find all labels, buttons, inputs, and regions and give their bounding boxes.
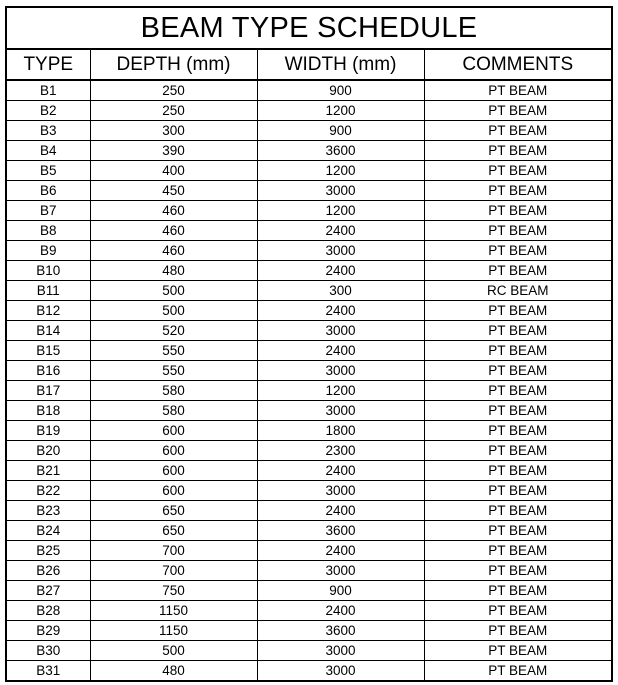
table-row [6,581,612,601]
cell-depth: 600 [90,421,257,441]
table-row [6,241,612,261]
cell-width: 1200 [257,381,424,401]
table-row [6,541,612,561]
table-row [6,261,612,281]
table-row [6,301,612,321]
cell-type: B14 [6,321,90,341]
cell-comments: PT BEAM [424,181,612,201]
table-row [6,441,612,461]
cell-comments: PT BEAM [424,641,612,661]
table-row [6,601,612,621]
cell-width: 2400 [257,261,424,281]
cell-depth: 500 [90,301,257,321]
cell-type: B28 [6,601,90,621]
cell-type: B31 [6,661,90,682]
cell-comments: PT BEAM [424,361,612,381]
cell-type: B8 [6,221,90,241]
cell-type: B25 [6,541,90,561]
cell-depth: 580 [90,381,257,401]
cell-depth: 480 [90,261,257,281]
table-row [6,281,612,301]
header-row [6,49,612,80]
cell-depth: 580 [90,401,257,421]
cell-type: B9 [6,241,90,261]
cell-type: B27 [6,581,90,601]
cell-comments: PT BEAM [424,341,612,361]
cell-depth: 650 [90,521,257,541]
cell-depth: 400 [90,161,257,181]
cell-width: 3000 [257,641,424,661]
cell-comments: PT BEAM [424,141,612,161]
cell-width: 900 [257,121,424,141]
cell-depth: 550 [90,361,257,381]
table-row [6,401,612,421]
cell-depth: 1150 [90,601,257,621]
cell-type: B11 [6,281,90,301]
cell-depth: 390 [90,141,257,161]
cell-depth: 480 [90,661,257,682]
cell-comments: PT BEAM [424,161,612,181]
cell-depth: 600 [90,441,257,461]
table-row [6,501,612,521]
cell-depth: 500 [90,641,257,661]
cell-width: 3000 [257,321,424,341]
table-row [6,381,612,401]
cell-comments: PT BEAM [424,401,612,421]
cell-type: B2 [6,101,90,121]
schedule-body [6,80,612,681]
table-row [6,161,612,181]
table-row [6,641,612,661]
cell-width: 2300 [257,441,424,461]
cell-comments: PT BEAM [424,80,612,101]
cell-width: 2400 [257,541,424,561]
table-row [6,341,612,361]
cell-type: B30 [6,641,90,661]
cell-depth: 520 [90,321,257,341]
cell-comments: PT BEAM [424,201,612,221]
cell-width: 3000 [257,661,424,682]
cell-type: B4 [6,141,90,161]
cell-depth: 600 [90,461,257,481]
cell-width: 2400 [257,501,424,521]
cell-comments: PT BEAM [424,581,612,601]
cell-type: B7 [6,201,90,221]
cell-type: B23 [6,501,90,521]
cell-comments: PT BEAM [424,101,612,121]
cell-width: 3000 [257,181,424,201]
cell-comments: PT BEAM [424,261,612,281]
cell-comments: PT BEAM [424,601,612,621]
table-row [6,80,612,101]
cell-comments: PT BEAM [424,561,612,581]
cell-type: B16 [6,361,90,381]
cell-comments: PT BEAM [424,541,612,561]
cell-depth: 460 [90,201,257,221]
cell-type: B22 [6,481,90,501]
cell-comments: PT BEAM [424,481,612,501]
cell-depth: 460 [90,241,257,261]
column-header-depth: DEPTH (mm) [90,49,257,80]
cell-depth: 250 [90,101,257,121]
cell-comments: PT BEAM [424,421,612,441]
table-row [6,661,612,682]
cell-type: B3 [6,121,90,141]
cell-width: 2400 [257,341,424,361]
cell-type: B24 [6,521,90,541]
cell-depth: 1150 [90,621,257,641]
table-row [6,101,612,121]
cell-comments: PT BEAM [424,501,612,521]
cell-width: 3000 [257,561,424,581]
beam-type-schedule-table [5,6,613,682]
cell-width: 3600 [257,621,424,641]
table-row [6,221,612,241]
schedule-title: BEAM TYPE SCHEDULE [6,7,612,49]
cell-width: 900 [257,581,424,601]
cell-comments: PT BEAM [424,461,612,481]
cell-depth: 300 [90,121,257,141]
cell-type: B15 [6,341,90,361]
cell-depth: 250 [90,80,257,101]
cell-width: 1200 [257,161,424,181]
cell-comments: PT BEAM [424,121,612,141]
cell-width: 3600 [257,521,424,541]
cell-type: B5 [6,161,90,181]
cell-width: 2400 [257,221,424,241]
cell-type: B21 [6,461,90,481]
cell-width: 900 [257,80,424,101]
cell-type: B6 [6,181,90,201]
cell-depth: 700 [90,541,257,561]
cell-type: B18 [6,401,90,421]
cell-width: 300 [257,281,424,301]
table-row [6,181,612,201]
cell-type: B12 [6,301,90,321]
cell-width: 2400 [257,301,424,321]
cell-width: 3000 [257,361,424,381]
table-row [6,621,612,641]
cell-width: 1200 [257,101,424,121]
cell-depth: 700 [90,561,257,581]
cell-type: B10 [6,261,90,281]
cell-comments: PT BEAM [424,621,612,641]
column-header-width: WIDTH (mm) [257,49,424,80]
cell-comments: RC BEAM [424,281,612,301]
cell-width: 3600 [257,141,424,161]
cell-type: B1 [6,80,90,101]
cell-width: 3000 [257,241,424,261]
cell-depth: 750 [90,581,257,601]
cell-comments: PT BEAM [424,241,612,261]
cell-width: 2400 [257,601,424,621]
cell-comments: PT BEAM [424,441,612,461]
cell-depth: 450 [90,181,257,201]
cell-depth: 460 [90,221,257,241]
cell-depth: 600 [90,481,257,501]
cell-comments: PT BEAM [424,381,612,401]
table-row [6,421,612,441]
cell-depth: 650 [90,501,257,521]
cell-type: B26 [6,561,90,581]
column-header-type: TYPE [6,49,90,80]
table-row [6,461,612,481]
table-row [6,321,612,341]
cell-width: 1800 [257,421,424,441]
cell-type: B29 [6,621,90,641]
table-row [6,481,612,501]
cell-comments: PT BEAM [424,521,612,541]
cell-width: 3000 [257,401,424,421]
table-row [6,521,612,541]
cell-depth: 550 [90,341,257,361]
column-header-comments: COMMENTS [424,49,612,80]
cell-comments: PT BEAM [424,221,612,241]
cell-comments: PT BEAM [424,661,612,682]
cell-type: B20 [6,441,90,461]
title-row [6,7,612,49]
table-row [6,141,612,161]
cell-comments: PT BEAM [424,321,612,341]
cell-type: B17 [6,381,90,401]
cell-width: 1200 [257,201,424,221]
cell-depth: 500 [90,281,257,301]
table-row [6,201,612,221]
cell-comments: PT BEAM [424,301,612,321]
cell-width: 2400 [257,461,424,481]
table-row [6,561,612,581]
cell-width: 3000 [257,481,424,501]
cell-type: B19 [6,421,90,441]
table-row [6,361,612,381]
table-row [6,121,612,141]
